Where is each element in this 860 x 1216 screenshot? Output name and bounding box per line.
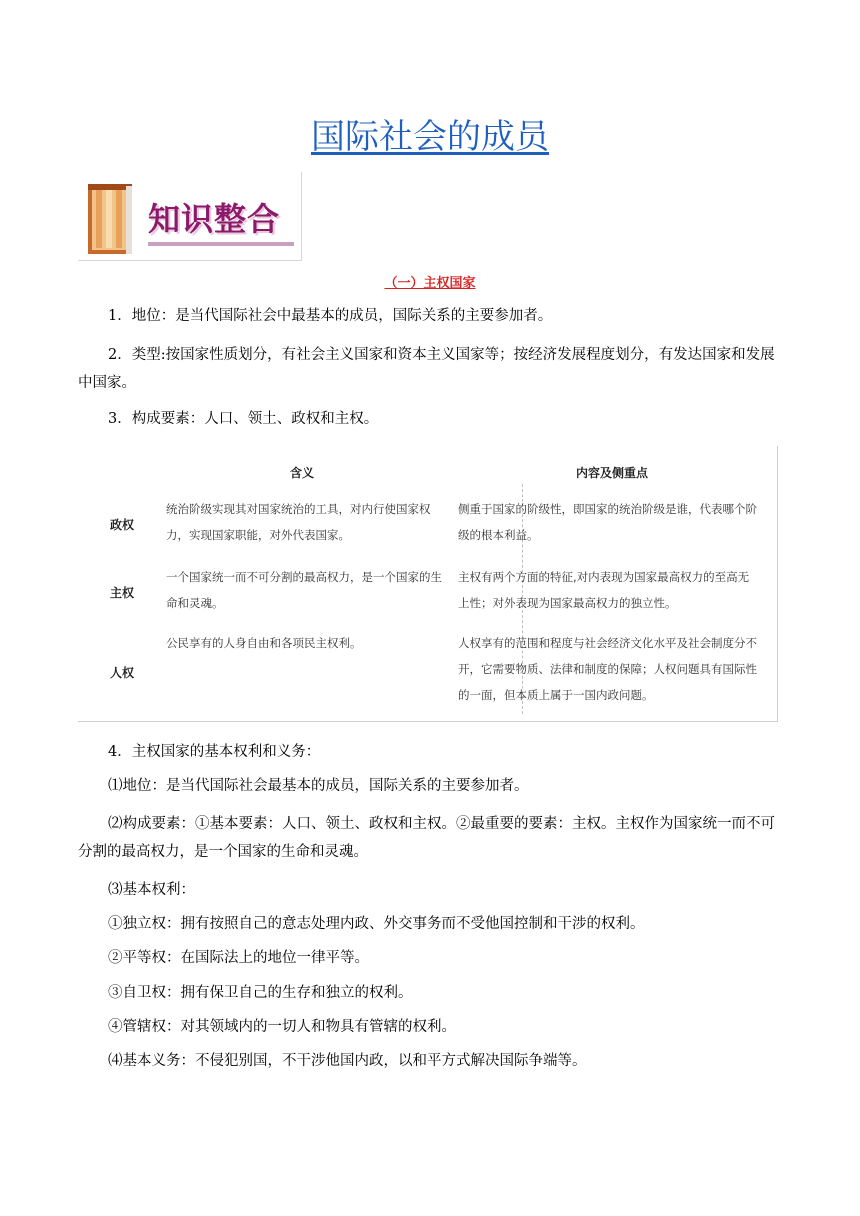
row-label-human-rights: 人权 (110, 666, 135, 680)
comparison-table (78, 446, 778, 722)
table-header-meaning: 含义 (290, 466, 315, 480)
paragraph-1: 1．地位：是当代国际社会中最基本的成员，国际关系的主要参加者。 (108, 308, 553, 324)
cell-human-rights-focus: 人权享有的范围和程度与社会经济文化水平及社会制度分不开，它需要物质、法律和制度的保障；人权问题具有国际性的一面，但本质上属于一国内政问题。 (458, 636, 757, 702)
row-label-sovereignty: 主权 (110, 586, 135, 600)
book-icon (86, 180, 134, 256)
paragraph-3: 3．构成要素：人口、领土、政权和主权。 (108, 411, 379, 427)
paragraph-right-independence: ①独立权：拥有按照自己的意志处理内政、外交事务而不受他国控制和干涉的权利。 (108, 916, 645, 932)
paragraph-4-2: ⑵构成要素：①基本要素：人口、领土、政权和主权。②最重要的要素：主权。主权作为国家统一而不可分割的最高权力，是一个国家的生命和灵魂。 (78, 816, 775, 860)
cell-regime-focus: 侧重于国家的阶级性，即国家的统治阶级是谁，代表哪个阶级的根本利益。 (458, 502, 757, 542)
paragraph-right-jurisdiction: ④管辖权：对其领域内的一切人和物具有管辖的权利。 (108, 1019, 456, 1035)
cell-human-rights-meaning: 公民享有的人身自由和各项民主权利。 (166, 636, 362, 650)
cell-sovereignty-meaning: 一个国家统一而不可分割的最高权力，是一个国家的生命和灵魂。 (166, 570, 442, 610)
paragraph-right-equality: ②平等权：在国际法上的地位一律平等。 (108, 950, 369, 966)
section-heading: （一）主权国家 (384, 276, 476, 291)
paragraph-4-1: ⑴地位：是当代国际社会最基本的成员，国际关系的主要参加者。 (108, 778, 529, 794)
paragraph-right-self-defense: ③自卫权：拥有保卫自己的生存和独立的权利。 (108, 985, 413, 1001)
banner-text: 知识整合 (148, 200, 281, 238)
paragraph-4: 4．主权国家的基本权利和义务： (108, 744, 321, 760)
table-header-focus: 内容及侧重点 (576, 466, 649, 480)
banner-underline (148, 242, 294, 246)
paragraph-2: 2．类型:按国家性质划分，有社会主义国家和资本主义国家等；按经济发展程度划分，有发达国家和发展中国家。 (78, 347, 775, 391)
knowledge-banner (78, 172, 302, 261)
cell-sovereignty-focus: 主权有两个方面的特征,对内表现为国家最高权力的至高无上性；对外表现为国家最高权力的独立性。 (458, 570, 750, 610)
paragraph-4-4: ⑷基本义务：不侵犯别国，不干涉他国内政，以和平方式解决国际争端等。 (108, 1053, 587, 1069)
cell-regime-meaning: 统治阶级实现其对国家统治的工具，对内行使国家权力，实现国家职能，对外代表国家。 (166, 502, 431, 542)
row-label-regime: 政权 (110, 518, 135, 532)
page-title: 国际社会的成员 (311, 117, 549, 157)
paragraph-4-3: ⑶基本权利： (108, 882, 195, 898)
